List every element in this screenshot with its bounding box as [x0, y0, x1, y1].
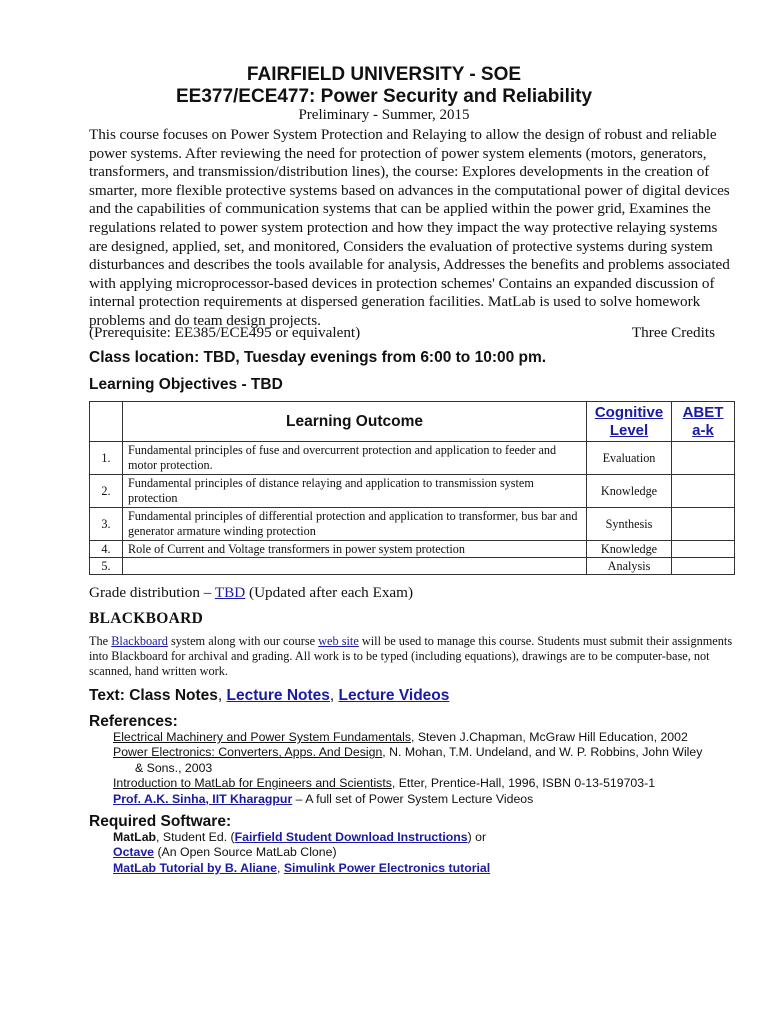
text-section [89, 687, 449, 705]
row-number: 3. [90, 508, 123, 541]
cognitive-link-line1[interactable]: Cognitive [594, 403, 664, 421]
term-subtitle: Preliminary - Summer, 2015 [298, 107, 470, 123]
blackboard-paragraph [89, 634, 739, 679]
separator: , [329, 687, 339, 704]
row-outcome: Fundamental principles of fuse and overcurrent protection and application to feeder and motor protection. [123, 442, 587, 475]
row-outcome: Role of Current and Voltage transformers in power system protection [123, 541, 587, 558]
web-site-link[interactable]: web site [318, 634, 359, 648]
lecture-notes-link[interactable]: Lecture Notes [226, 687, 330, 704]
text-label: Text: Class Notes [89, 687, 218, 704]
separator: , [276, 860, 284, 875]
row-abet [672, 442, 735, 475]
separator: , [217, 687, 227, 704]
grade-distribution [89, 584, 413, 602]
reference-continuation: & Sons., 2003 [135, 760, 213, 775]
grade-suffix: (Updated after each Exam) [245, 584, 414, 601]
row-abet [672, 508, 735, 541]
reference-details: , Steven J.Chapman, McGraw Hill Education, 2002 [410, 730, 688, 744]
row-outcome: Fundamental principles of distance relaying and application to transmission system protection [123, 475, 587, 508]
software-item-matlab [113, 830, 713, 845]
bb-text-after: will be used to manage this course. Students must submit their assignments into Blackboard for archival and grading. All work is to be typed (including equations), drawings are to be computer-base, not scanned, hand written work. [89, 634, 733, 678]
octave-link[interactable]: Octave [113, 845, 155, 860]
number-header [90, 402, 123, 442]
matlab-label: MatLab [113, 830, 157, 844]
software-item-octave [113, 845, 713, 860]
abet-header[interactable] [672, 402, 735, 442]
software-item-tutorials [113, 861, 713, 876]
abet-link-line1[interactable]: ABET [682, 403, 724, 421]
row-number: 5. [90, 558, 123, 575]
row-level: Knowledge [587, 475, 672, 508]
sinha-lectures-link[interactable]: Prof. A.K. Sinha, IIT Kharagpur [113, 791, 293, 806]
abet-link-line2[interactable]: a-k [692, 421, 714, 439]
cognitive-link-line2[interactable]: Level [609, 421, 649, 439]
reference-title: Electrical Machinery and Power System Fundamentals [113, 730, 411, 744]
lecture-videos-link[interactable]: Lecture Videos [338, 687, 450, 704]
bb-text-middle: system along with our course [167, 634, 319, 648]
matlab-tutorial-link[interactable]: MatLab Tutorial by B. Aliane [113, 860, 277, 875]
row-outcome: Fundamental principles of differential protection and application to transformer, bus bar and generator armature winding protection [123, 508, 587, 541]
table-row [90, 558, 735, 575]
prerequisite: (Prerequisite: EE385/ECE495 or equivalent) [89, 324, 361, 341]
bb-text-before: The [89, 634, 112, 648]
matlab-text: , Student Ed. ( [156, 830, 235, 844]
cognitive-level-header[interactable] [587, 402, 672, 442]
prerequisite-row [89, 324, 715, 342]
row-number: 4. [90, 541, 123, 558]
course-description [89, 126, 739, 331]
row-abet [672, 541, 735, 558]
reference-details: – A full set of Power System Lecture Videos [292, 791, 534, 806]
row-level: Analysis [587, 558, 672, 575]
references-list [113, 730, 743, 807]
reference-details: , Etter, Prentice-Hall, 1996, ISBN 0-13-519703-1 [391, 776, 656, 791]
row-level: Knowledge [587, 541, 672, 558]
table-header-row [90, 402, 735, 442]
octave-text: (An Open Source MatLab Clone) [154, 845, 337, 860]
download-instructions-link[interactable]: Fairfield Student Download Instructions [234, 830, 468, 844]
grade-prefix: Grade distribution – [89, 584, 215, 601]
reference-item [113, 776, 743, 791]
software-list [113, 830, 713, 876]
row-level: Evaluation [587, 442, 672, 475]
software-heading: Required Software: [89, 813, 232, 830]
matlab-text-end: ) or [467, 830, 487, 844]
reference-title: Introduction to MatLab for Engineers and Scientists [113, 776, 392, 791]
row-number: 1. [90, 442, 123, 475]
outcome-header: Learning Outcome [123, 402, 587, 442]
reference-item [113, 792, 743, 807]
blackboard-link[interactable]: Blackboard [111, 634, 168, 648]
course-title: EE377/ECE477: Power Security and Reliability [175, 86, 593, 107]
reference-item [113, 745, 743, 760]
grade-tbd-link[interactable]: TBD [214, 584, 246, 601]
reference-title: Power Electronics: Converters, Apps. And Design [113, 745, 383, 760]
class-location: Class location: TBD, Tuesday evenings from 6:00 to 10:00 pm. [89, 349, 547, 366]
row-outcome [123, 558, 587, 575]
reference-item [113, 730, 743, 745]
credits: Three Credits [631, 324, 715, 341]
row-level: Synthesis [587, 508, 672, 541]
table-row [90, 541, 735, 558]
table-row [90, 442, 735, 475]
table-row [90, 475, 735, 508]
row-abet [672, 475, 735, 508]
row-abet [672, 558, 735, 575]
references-heading: References: [89, 713, 178, 730]
table-row [90, 508, 735, 541]
row-number: 2. [90, 475, 123, 508]
university-title: FAIRFIELD UNIVERSITY - SOE [246, 64, 522, 85]
learning-objectives-heading: Learning Objectives - TBD [89, 376, 283, 393]
learning-outcomes-table [89, 401, 735, 575]
description-text: This course focuses on Power System Protection and Relaying to allow the design of robust and reliable power systems. After reviewing the need for protection of power system elements (motors, generators, transformers, and transmission/distribution lines), the course: Explores developments in the creation of smarter, more flexible protective systems based on advances in the computational power of digital devices and the capabilities of communication systems that can be applied within the power grid, Examines the regulations related to power system protection and how they impact the way protective relaying systems are designed, applied, set, and monitored, Considers the evaluation of protective systems during system disturbances and describes the tools available for analysis, Addresses the benefits and problems associated with applying microprocessor-based devices in protection schemes' Contains an expanded discussion of internal protection requirements at dispersed generation facilities. MatLab is used to solve homework problems and do team design projects. [89, 126, 730, 329]
blackboard-heading: BLACKBOARD [89, 610, 204, 627]
reference-details: , N. Mohan, T.M. Undeland, and W. P. Robbins, John Wiley [382, 745, 703, 760]
simulink-tutorial-link[interactable]: Simulink Power Electronics tutorial [283, 860, 491, 875]
